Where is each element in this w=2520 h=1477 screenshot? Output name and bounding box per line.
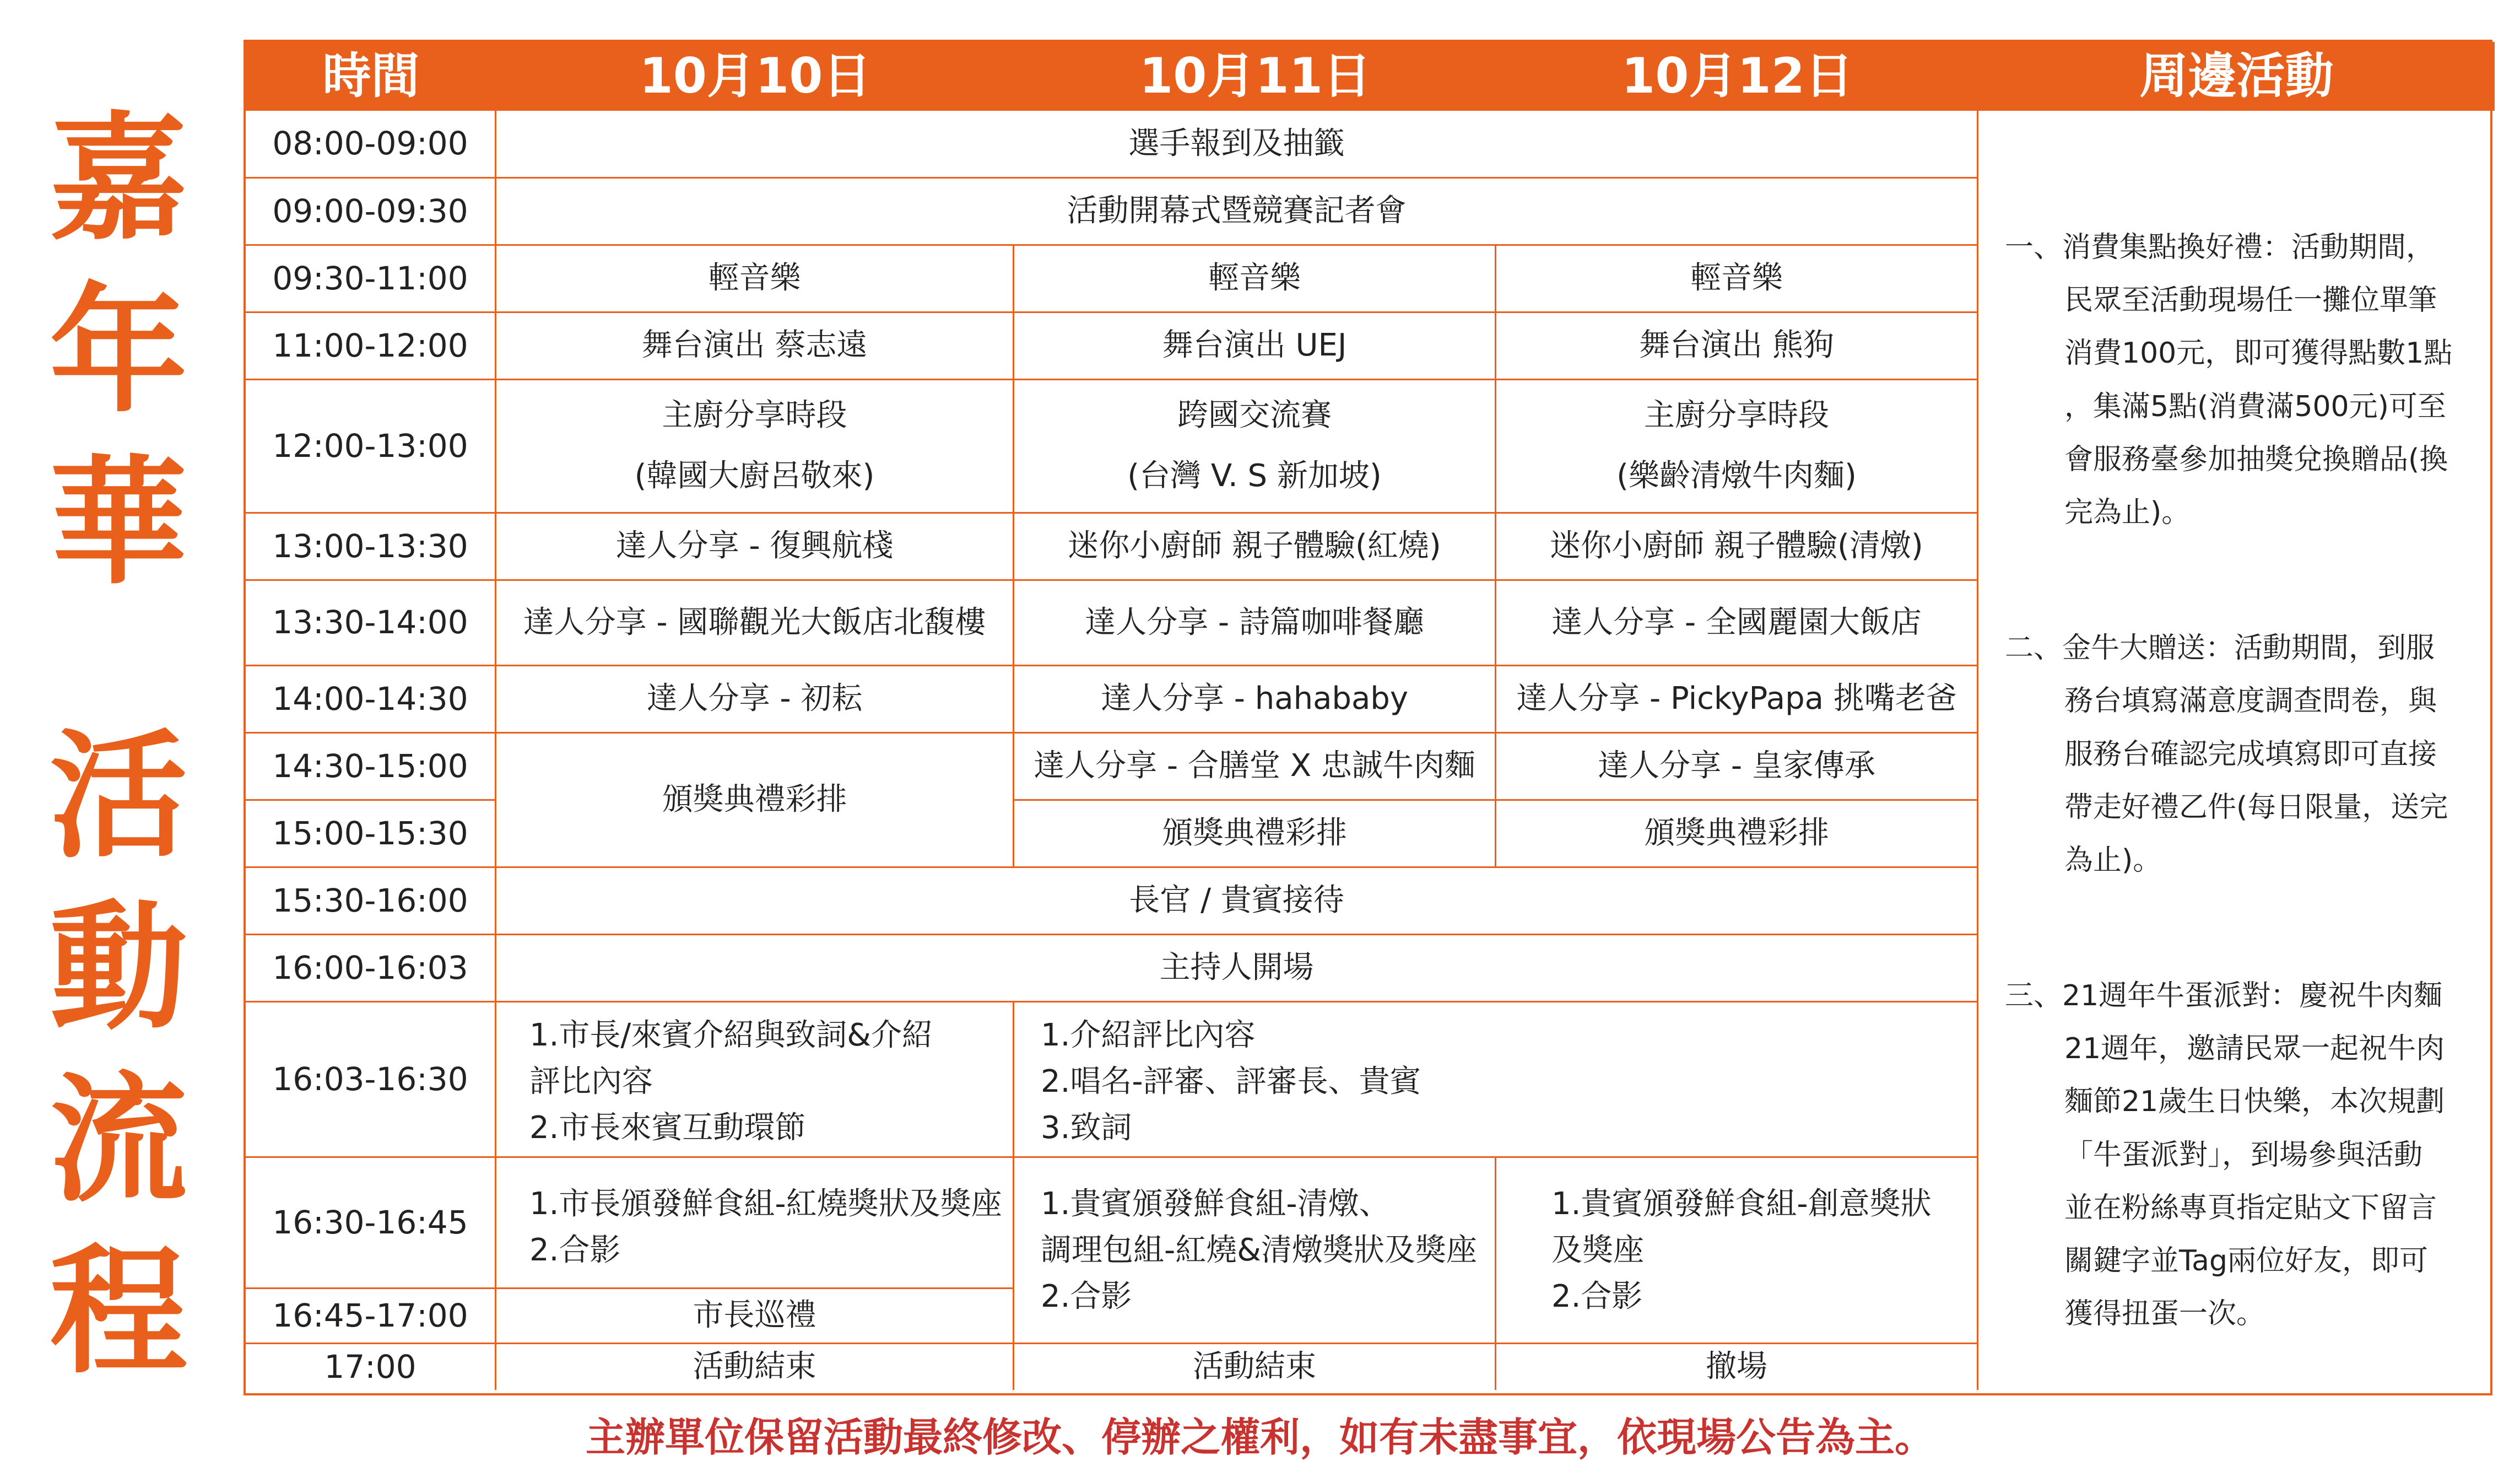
side-activity-item <box>2005 221 2473 539</box>
event-line: (韓國大廚呂敬來) <box>634 457 875 494</box>
title-char: 華 <box>50 443 187 603</box>
side-activity-line: 服務台確認完成填寫即可直接 <box>2064 737 2437 771</box>
event-line: 評比內容 <box>529 1064 653 1099</box>
event-cell: 選手報到及抽籤 <box>496 111 1978 179</box>
time-cell: 12:00-13:00 <box>246 380 496 514</box>
side-activity-title: 一、消費集點換好禮：活動期間， <box>2005 231 2435 264</box>
event-line: 跨國交流賽 <box>1177 397 1332 434</box>
header-day3: 10月12日 <box>1496 42 1978 111</box>
event-line: 主廚分享時段 <box>662 397 847 434</box>
event-cell: 撤場 <box>1496 1344 1978 1390</box>
schedule-table <box>244 40 2492 1395</box>
side-activity-line: 關鍵字並Tag兩位好友，即可 <box>2064 1244 2429 1277</box>
title-char: 動 <box>50 888 187 1048</box>
header-day2: 10月11日 <box>1014 42 1496 111</box>
time-cell: 16:03-16:30 <box>246 1002 496 1158</box>
time-cell: 14:00-14:30 <box>246 666 496 734</box>
side-activity-line: 消費100元，即可獲得點數1點 <box>2064 337 2453 370</box>
event-cell: 舞台演出 UEJ <box>1014 313 1496 380</box>
event-cell: 頒獎典禮彩排 <box>496 734 1014 868</box>
title-char: 流 <box>50 1060 187 1220</box>
event-line: 1.市長/來賓介紹與致詞&介紹 <box>529 1017 933 1053</box>
event-cell: 達人分享 - 復興航棧 <box>496 514 1014 581</box>
event-line: 及獎座 <box>1551 1232 1644 1268</box>
event-line: 2.市長來賓互動環節 <box>529 1110 806 1146</box>
event-line: 2.合影 <box>1041 1279 1132 1314</box>
event-cell: 迷你小廚師 親子體驗(紅燒) <box>1014 514 1496 581</box>
event-cell: 達人分享 - 合膳堂 X 忠誠牛肉麵 <box>1014 734 1496 801</box>
event-line: 2.合影 <box>1551 1279 1643 1314</box>
header-day1: 10月10日 <box>496 42 1014 111</box>
event-cell <box>1014 380 1496 514</box>
event-cell: 活動開幕式暨競賽記者會 <box>496 179 1978 246</box>
time-cell: 11:00-12:00 <box>246 313 496 380</box>
event-cell <box>496 380 1014 514</box>
event-cell: 輕音樂 <box>1496 246 1978 313</box>
side-activity-line: 獲得扭蛋一次。 <box>2064 1297 2265 1331</box>
header-time: 時間 <box>246 42 496 111</box>
event-cell: 輕音樂 <box>496 246 1014 313</box>
title-char: 年 <box>50 271 187 431</box>
event-line: 調理包組-紅燒&清燉獎狀及獎座 <box>1041 1232 1477 1268</box>
event-line: (樂齡清燉牛肉麵) <box>1616 457 1857 494</box>
title-char: 嘉 <box>50 99 187 259</box>
event-cell: 達人分享 - 初耘 <box>496 666 1014 734</box>
event-cell: 活動結束 <box>496 1344 1014 1390</box>
side-activity-title: 二、金牛大贈送：活動期間，到服 <box>2005 632 2435 665</box>
event-line: 3.致詞 <box>1041 1110 1132 1146</box>
event-line: 1.貴賓頒發鮮食組-創意獎狀 <box>1551 1186 1932 1222</box>
event-line: 1.貴賓頒發鮮食組-清燉、 <box>1041 1186 1390 1222</box>
event-line: 2.合影 <box>529 1232 621 1268</box>
side-activity-line: 麵節21歲生日快樂，本次規劃 <box>2064 1085 2445 1119</box>
event-cell: 舞台演出 熊狗 <box>1496 313 1978 380</box>
time-cell: 15:00-15:30 <box>246 801 496 868</box>
side-activity-title: 三、21週年牛蛋派對：慶祝牛肉麵 <box>2005 979 2443 1013</box>
side-activity-line: 帶走好禮乙件(每日限量，送完 <box>2064 790 2448 824</box>
side-activity-line: 為止)。 <box>2064 843 2162 877</box>
time-cell: 16:30-16:45 <box>246 1158 496 1289</box>
side-activity-item <box>2005 969 2473 1340</box>
event-cell: 活動結束 <box>1014 1344 1496 1390</box>
event-cell <box>496 1002 1014 1158</box>
event-cell: 頒獎典禮彩排 <box>1496 801 1978 868</box>
event-cell: 輕音樂 <box>1014 246 1496 313</box>
schedule-title <box>33 716 204 1415</box>
event-cell <box>496 1158 1014 1289</box>
time-cell: 16:45-17:00 <box>246 1289 496 1344</box>
event-cell: 達人分享 - PickyPapa 挑嘴老爸 <box>1496 666 1978 734</box>
event-cell: 達人分享 - 全國麗園大飯店 <box>1496 581 1978 666</box>
time-cell: 13:00-13:30 <box>246 514 496 581</box>
carnival-title <box>33 99 204 626</box>
event-cell: 頒獎典禮彩排 <box>1014 801 1496 868</box>
header-side: 周邊活動 <box>1978 42 2495 111</box>
side-activity-line: 並在粉絲專頁指定貼文下留言 <box>2064 1191 2437 1225</box>
event-line: 2.唱名-評審、評審長、貴賓 <box>1041 1064 1421 1099</box>
title-char: 程 <box>50 1232 187 1392</box>
event-cell: 達人分享 - 詩篇咖啡餐廳 <box>1014 581 1496 666</box>
event-line: 主廚分享時段 <box>1644 397 1829 434</box>
event-line: 1.市長頒發鮮食組-紅燒獎狀及獎座 <box>529 1186 1002 1222</box>
event-cell <box>1496 1158 1978 1344</box>
side-activity-item <box>2005 622 2473 887</box>
title-char: 活 <box>50 716 187 876</box>
event-cell: 達人分享 - hahababy <box>1014 666 1496 734</box>
event-cell: 迷你小廚師 親子體驗(清燉) <box>1496 514 1978 581</box>
time-cell: 09:30-11:00 <box>246 246 496 313</box>
event-cell <box>1014 1158 1496 1344</box>
time-cell: 09:00-09:30 <box>246 179 496 246</box>
time-cell: 13:30-14:00 <box>246 581 496 666</box>
time-cell: 17:00 <box>246 1344 496 1390</box>
time-cell: 16:00-16:03 <box>246 935 496 1002</box>
event-cell: 長官 / 貴賓接待 <box>496 868 1978 935</box>
event-cell <box>1496 380 1978 514</box>
side-activity-line: 務台填寫滿意度調查問卷，與 <box>2064 684 2437 718</box>
side-activities <box>1978 111 2495 1423</box>
event-cell: 達人分享 - 皇家傳承 <box>1496 734 1978 801</box>
side-activity-line: 會服務臺參加抽獎兌換贈品(換 <box>2064 443 2448 476</box>
side-activity-line: 完為止)。 <box>2064 495 2191 529</box>
event-cell: 舞台演出 蔡志遠 <box>496 313 1014 380</box>
time-cell: 14:30-15:00 <box>246 734 496 801</box>
event-cell: 主持人開場 <box>496 935 1978 1002</box>
side-activity-line: 民眾至活動現場任一攤位單筆 <box>2064 284 2437 317</box>
event-cell: 市長巡禮 <box>496 1289 1014 1344</box>
event-cell: 達人分享 - 國聯觀光大飯店北馥樓 <box>496 581 1014 666</box>
time-cell: 15:30-16:00 <box>246 868 496 935</box>
side-activity-line: 「牛蛋派對」，到場參與活動 <box>2064 1138 2423 1172</box>
time-cell: 08:00-09:00 <box>246 111 496 179</box>
event-line: 1.介紹評比內容 <box>1041 1017 1256 1053</box>
footer-note: 主辦單位保留活動最終修改、停辦之權利，如有未盡事宜，依現場公告為主。 <box>585 1414 1934 1460</box>
event-cell <box>1014 1002 1978 1158</box>
side-activity-line: 21週年，邀請民眾一起祝牛肉 <box>2064 1032 2445 1066</box>
side-activity-line: ，集滿5點(消費滿500元)可至 <box>2064 390 2446 423</box>
event-line: (台灣 V. S 新加坡) <box>1127 457 1382 494</box>
